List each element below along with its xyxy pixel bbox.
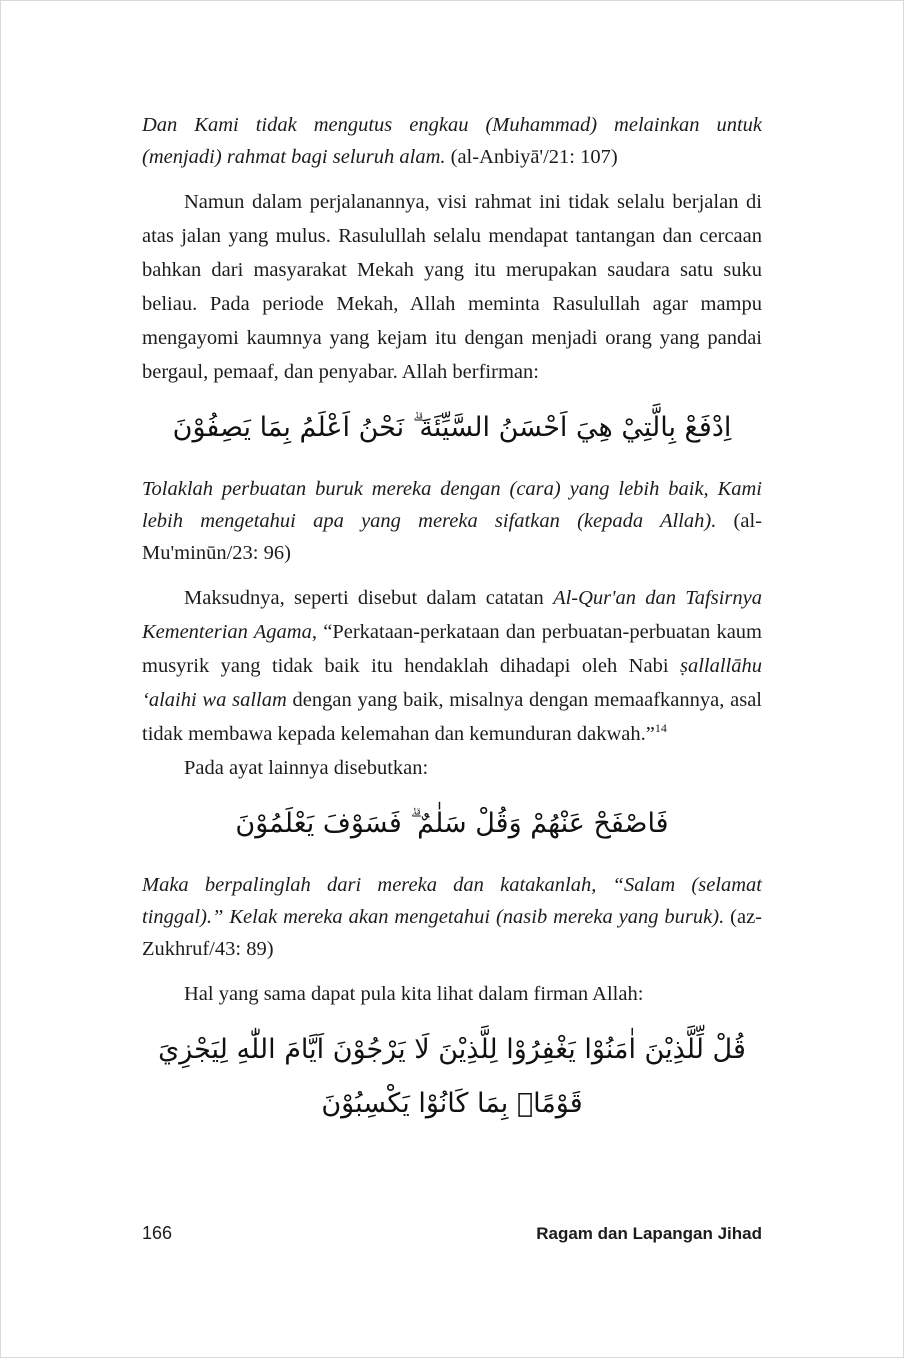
body-paragraph-2: Maksudnya, seperti disebut dalam catatan Al-Qur'an dan Tafsirnya Kementerian Agama, “Perkataan-perkataan dan perbuatan-perbuatan kaum musyrik yang tidak baik itu hendaklah dihadapi oleh Nabi ṣallallāhu ‘alaihi wa sallam dengan yang baik, misalnya dengan memaafkannya, asal tidak membawa kepada kelemahan dan kemunduran dakwah.”$^{14}$	[142, 587, 763, 745]
page-number: 166	[142, 1223, 173, 1243]
page-footer	[142, 1223, 762, 1244]
quran-verse-jasiyah-45-14: قُلْ لِّلَّذِيْنَ اٰمَنُوْا يَغْفِرُوْا لِلَّذِيْنَ لَا يَرْجُوْنَ اَيَّامَ اللّٰهِ لِيَجْزِيَ قَوْمًاۢ بِمَا كَانُوْا يَكْسِبُوْنَ	[158, 1034, 746, 1119]
page-body	[142, 109, 762, 1149]
body-paragraph-1: Namun dalam perjalanannya, visi rahmat ini tidak selalu berjalan di atas jalan yang mulus. Rasulullah selalu mendapat tantangan dan cercaan bahkan dari masyarakat Mekah yang itu merupakan saudara satu suku beliau. Pada periode Mekah, Allah meminta Rasulullah agar mampu mengayomi kaumnya yang kejam itu dengan menjadi orang yang pandai bergaul, pemaaf, dan penyabar. Allah berfirman:	[142, 191, 762, 383]
running-title: Ragam dan Lapangan Jihad	[536, 1224, 762, 1243]
quran-verse-muminun-23-96: اِدْفَعْ بِالَّتِيْ هِيَ اَحْسَنُ السَّيِّئَةَ ۗ نَحْنُ اَعْلَمُ بِمَا يَصِفُوْنَ	[172, 412, 732, 443]
body-paragraph-4: Hal yang sama dapat pula kita lihat dalam firman Allah:	[184, 983, 644, 1005]
quran-verse-zukhruf-43-89: فَاصْفَحْ عَنْهُمْ وَقُلْ سَلٰمٌ ۗ فَسَوْفَ يَعْلَمُوْنَ	[235, 808, 669, 839]
translation-quote-zukhruf: Maka berpalinglah dari mereka dan katakanlah, “Salam (selamat tinggal).” Kelak mereka akan mengetahui (nasib mereka yang buruk). (az-Zukhruf/43: 89)	[142, 874, 763, 960]
body-paragraph-3: Pada ayat lainnya disebutkan:	[184, 757, 429, 779]
translation-quote-muminun: Tolaklah perbuatan buruk mereka dengan (cara) yang lebih baik, Kami lebih mengetahui apa yang mereka sifatkan (kepada Allah). (al-Mu'minūn/23: 96)	[142, 478, 763, 564]
translation-quote-anbiya: Dan Kami tidak mengutus engkau (Muhammad) melainkan untuk (menjadi) rahmat bagi seluruh alam. (al-Anbiyā'/21: 107)	[142, 114, 762, 168]
